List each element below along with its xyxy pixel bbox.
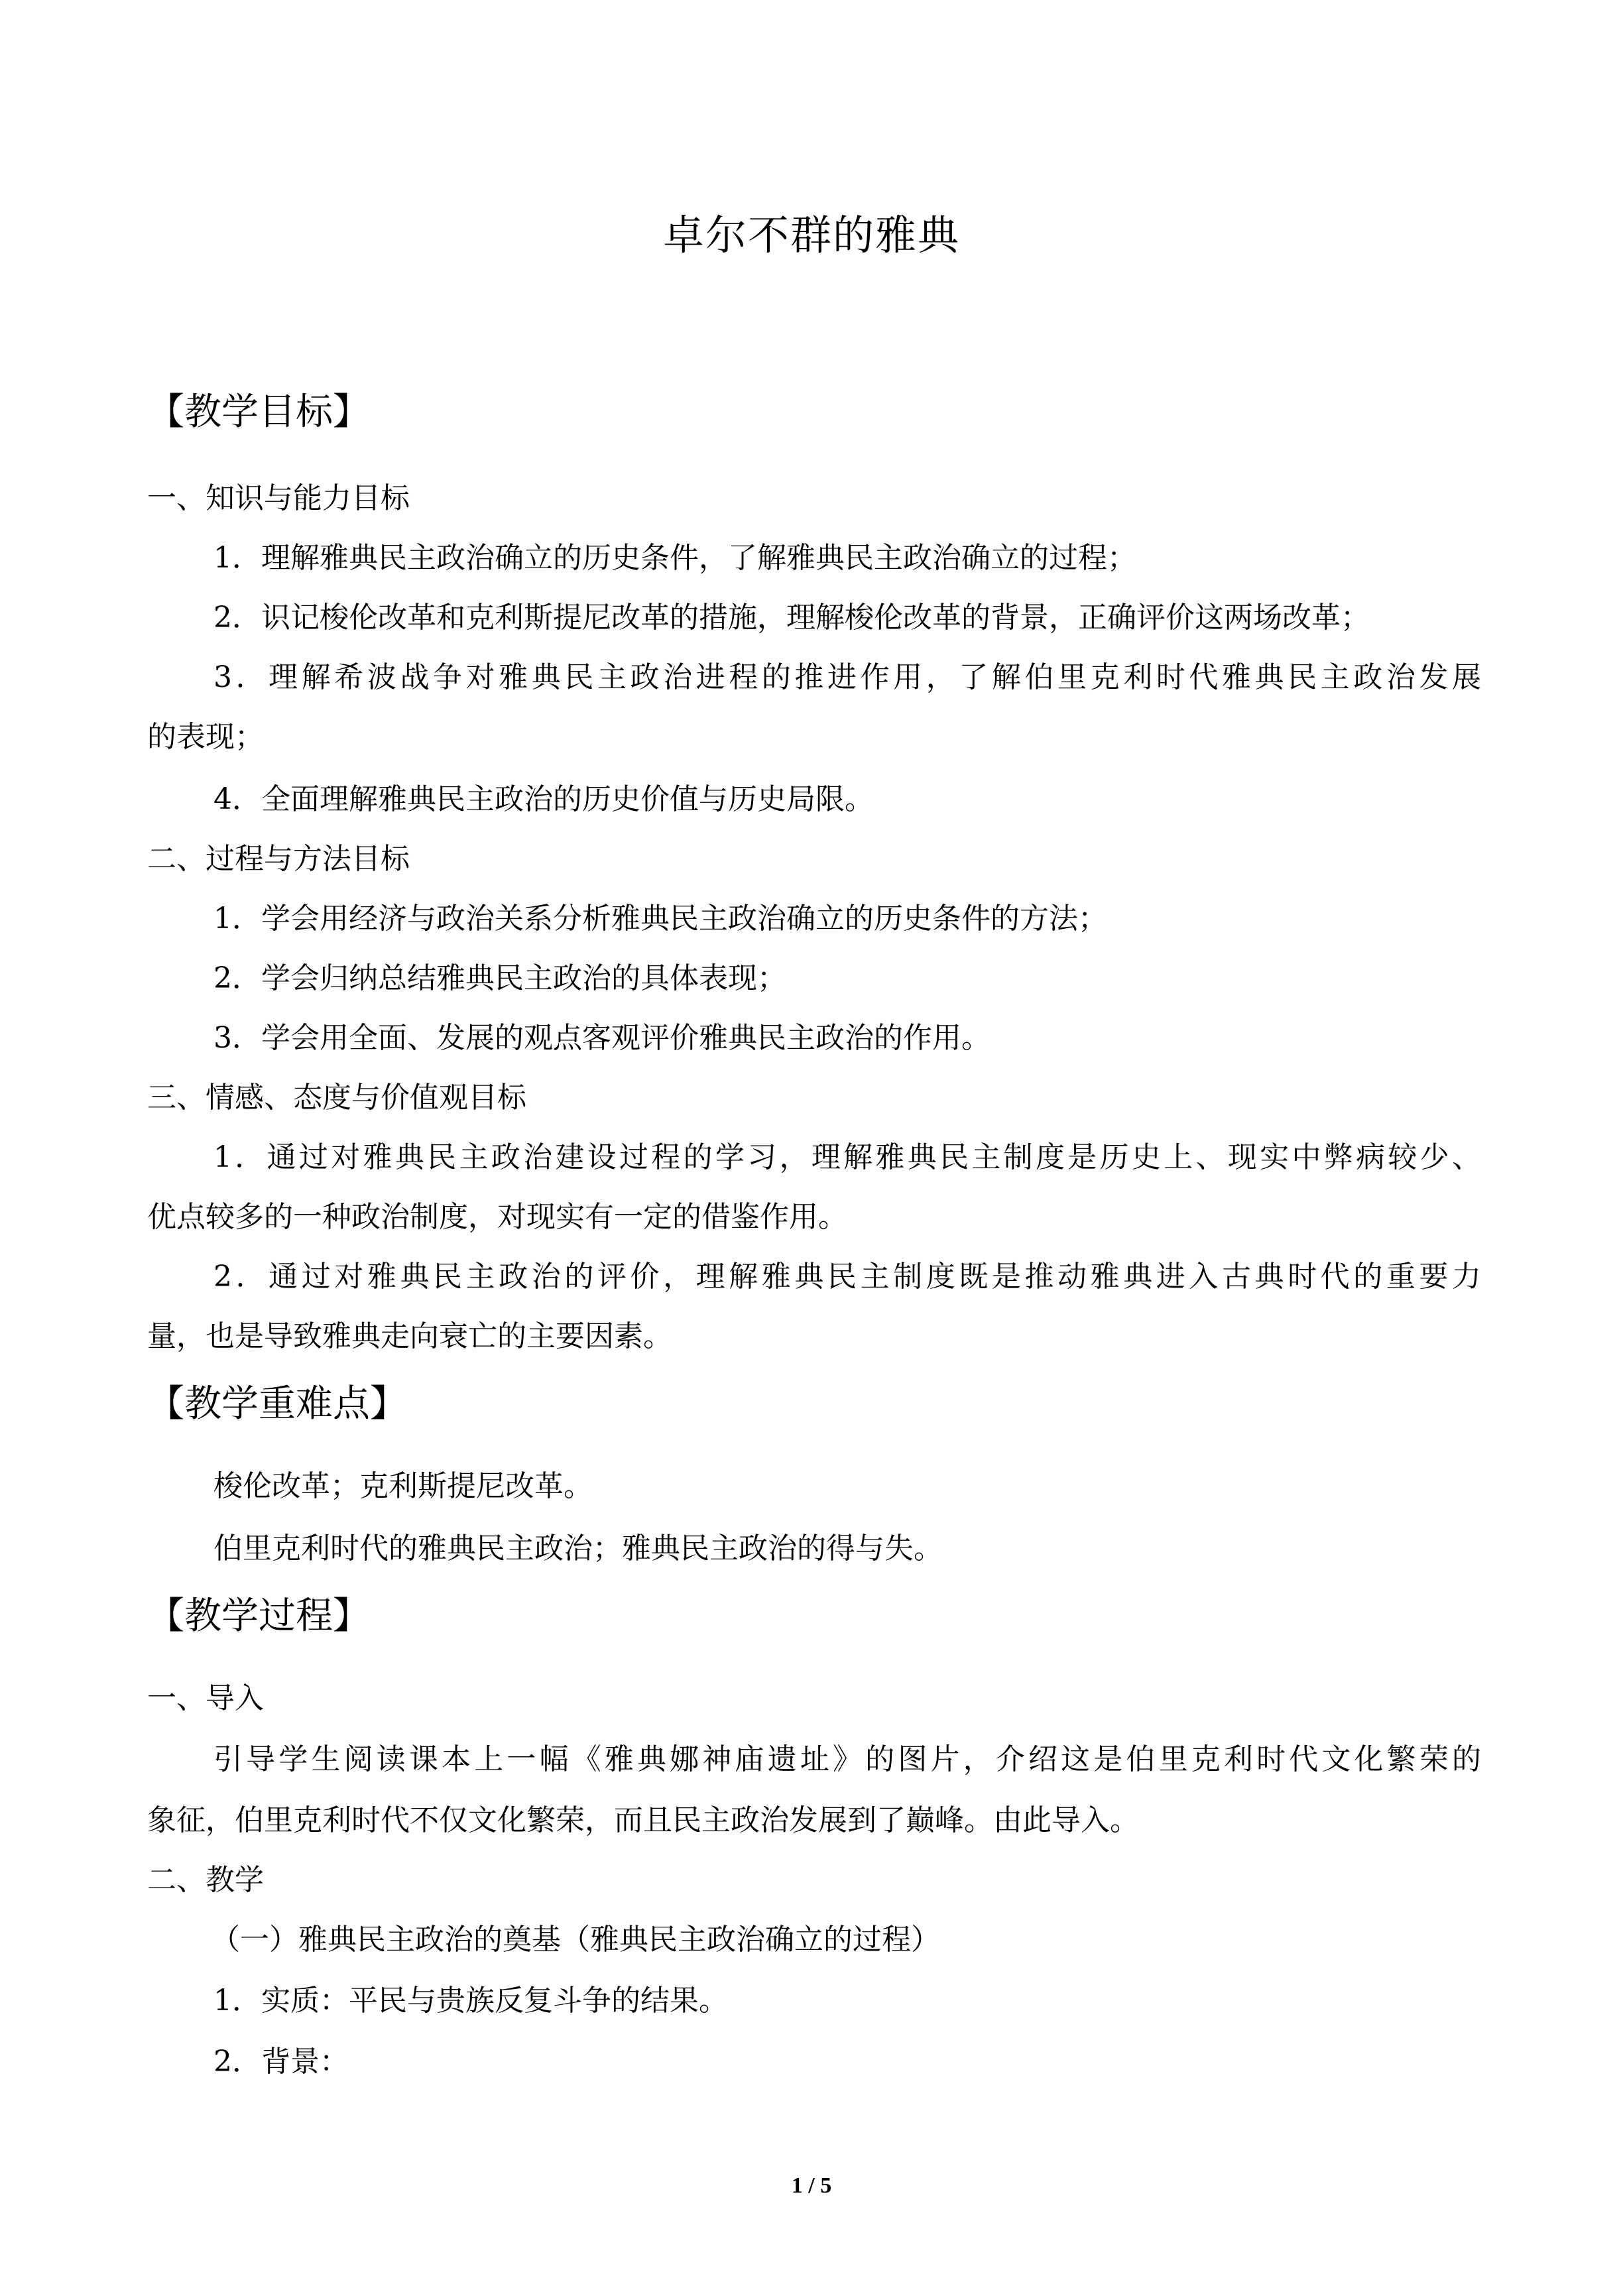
keypoint-item: 伯里克利时代的雅典民主政治；雅典民主政治的得与失。	[213, 1532, 943, 1565]
process-item: 2．学会归纳总结雅典民主政治的具体表现；	[213, 961, 786, 995]
knowledge-item: 2．识记梭伦改革和克利斯提尼改革的措施，理解梭伦改革的背景，正确评价这两场改革；	[213, 601, 1370, 634]
emotion-item-continued: 优点较多的一种政治制度，对现实有一定的借鉴作用。	[147, 1200, 847, 1234]
document-title: 卓尔不群的雅典	[662, 211, 960, 259]
emotion-item: 2．通过对雅典民主政治的评价，理解雅典民主制度既是推动雅典进入古典时代的重要力	[213, 1260, 1481, 1294]
section-intro-label: 一、导入	[147, 1681, 264, 1715]
teaching-subsection: （一）雅典民主政治的奠基（雅典民主政治确立的过程）	[211, 1923, 940, 1957]
emotion-item: 1．通过对雅典民主政治建设过程的学习，理解雅典民主制度是历史上、现实中弊病较少、	[213, 1140, 1481, 1174]
knowledge-item: 4．全面理解雅典民主政治的历史价值与历史局限。	[213, 782, 874, 816]
process-item: 1．学会用经济与政治关系分析雅典民主政治确立的历史条件的方法；	[213, 902, 1107, 936]
section-emotion-label: 三、情感、态度与价值观目标	[147, 1081, 526, 1115]
keypoint-item: 梭伦改革；克利斯提尼改革。	[213, 1469, 593, 1503]
page-number: 1 / 5	[791, 2173, 832, 2198]
teaching-item: 2．背景：	[213, 2045, 349, 2079]
heading-keypoints: 【教学重难点】	[147, 1382, 407, 1425]
heading-objectives: 【教学目标】	[147, 391, 370, 434]
heading-process: 【教学过程】	[147, 1595, 370, 1638]
section-teaching-label: 二、教学	[147, 1863, 264, 1897]
intro-line-continued: 象征，伯里克利时代不仅文化繁荣，而且民主政治发展到了巅峰。由此导入。	[147, 1803, 1139, 1837]
teaching-item: 1．实质：平民与贵族反复斗争的结果。	[213, 1984, 728, 2018]
intro-line: 引导学生阅读课本上一幅《雅典娜神庙遗址》的图片，介绍这是伯里克利时代文化繁荣的	[213, 1742, 1481, 1776]
emotion-item-continued: 量，也是导致雅典走向衰亡的主要因素。	[147, 1319, 672, 1353]
knowledge-item: 1．理解雅典民主政治确立的历史条件，了解雅典民主政治确立的过程；	[213, 541, 1136, 575]
section-process-label: 二、过程与方法目标	[147, 842, 410, 876]
process-item: 3．学会用全面、发展的观点客观评价雅典民主政治的作用。	[213, 1021, 991, 1055]
section-knowledge-label: 一、知识与能力目标	[147, 481, 410, 515]
knowledge-item: 3．理解希波战争对雅典民主政治进程的推进作用，了解伯里克利时代雅典民主政治发展	[213, 660, 1481, 694]
knowledge-item-continued: 的表现；	[147, 720, 264, 754]
